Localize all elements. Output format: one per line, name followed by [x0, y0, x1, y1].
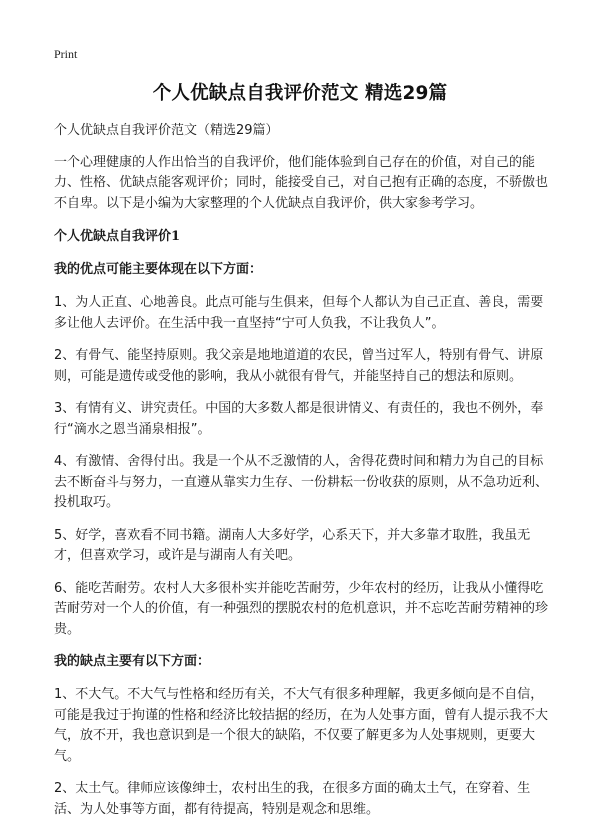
- weaknesses-heading: 我的缺点主要有以下方面：: [54, 654, 211, 669]
- weakness-item: 2、太土气。律师应该像绅士，农村出生的我，在很多方面的确太土气，在穿着、生活、为人处事等方面，都有待提高，特别是观念和思维。: [54, 781, 531, 817]
- article-body: [54, 121, 550, 832]
- strength-item: 4、有激情、舍得付出。我是一个从不乏激情的人，舍得花费时间和精力为自己的目标去不断奋斗与努力，一直遵从靠实力生存、一份耕耘一份收获的原则，从不急功近利、投机取巧。: [54, 454, 549, 510]
- strength-item: 5、好学，喜欢看不同书籍。湖南人大多好学，心系天下，并大多靠才取胜，我虽无才，但喜欢学习，或许是与湖南人有关吧。: [54, 527, 531, 563]
- strength-item: 2、有骨气、能坚持原则。我父亲是地地道道的农民，曾当过军人，特别有骨气、讲原则，可能是遗传或受他的影响，我从小就很有骨气，并能坚持自己的想法和原则。: [54, 348, 544, 384]
- strength-item: 1、为人正直、心地善良。此点可能与生俱来，但每个人都认为自己正直、善良，需要多让他人去评价。在生活中我一直坚持“宁可人负我，不让我负人”。: [54, 295, 544, 331]
- strengths-heading: 我的优点可能主要体现在以下方面：: [54, 262, 263, 277]
- page-title: 个人优缺点自我评价范文 精选29篇: [152, 83, 448, 104]
- strength-item: 6、能吃苦耐劳。农村人大多很朴实并能吃苦耐劳，少年农村的经历，让我从小懂得吃苦耐劳对一个人的价值，有一种强烈的摆脱农村的危机意识，并不忘吃苦耐劳精神的珍贵。: [54, 580, 549, 637]
- weakness-item: 1、不大气。不大气与性格和经历有关，不大气有很多种理解，我更多倾向是不自信，可能是我过于拘谨的性格和经济比较拮据的经历，在为人处事方面，曾有人提示我不大气，放不开，我也意识到是一个很大的缺陷，不仅要了解更多为人处事规则，更要大气。: [54, 687, 549, 764]
- article-subtitle: 个人优缺点自我评价范文（精选29篇）: [54, 123, 279, 138]
- section-heading: 个人优缺点自我评价1: [54, 229, 181, 244]
- intro-paragraph: 一个心理健康的人作出恰当的自我评价，他们能体验到自己存在的价值，对自己的能力、性格、优缺点能客观评价；同时，能接受自己，对自己抱有正确的态度，不骄傲也不自卑。以下是小编为大家整理的个人优缺点自我评价，供大家参考学习。: [54, 154, 549, 211]
- strength-item: 3、有情有义、讲究责任。中国的大多数人都是很讲情义、有责任的，我也不例外，奉行“滴水之恩当涌泉相报”。: [54, 401, 544, 437]
- print-link[interactable]: Print: [54, 47, 78, 61]
